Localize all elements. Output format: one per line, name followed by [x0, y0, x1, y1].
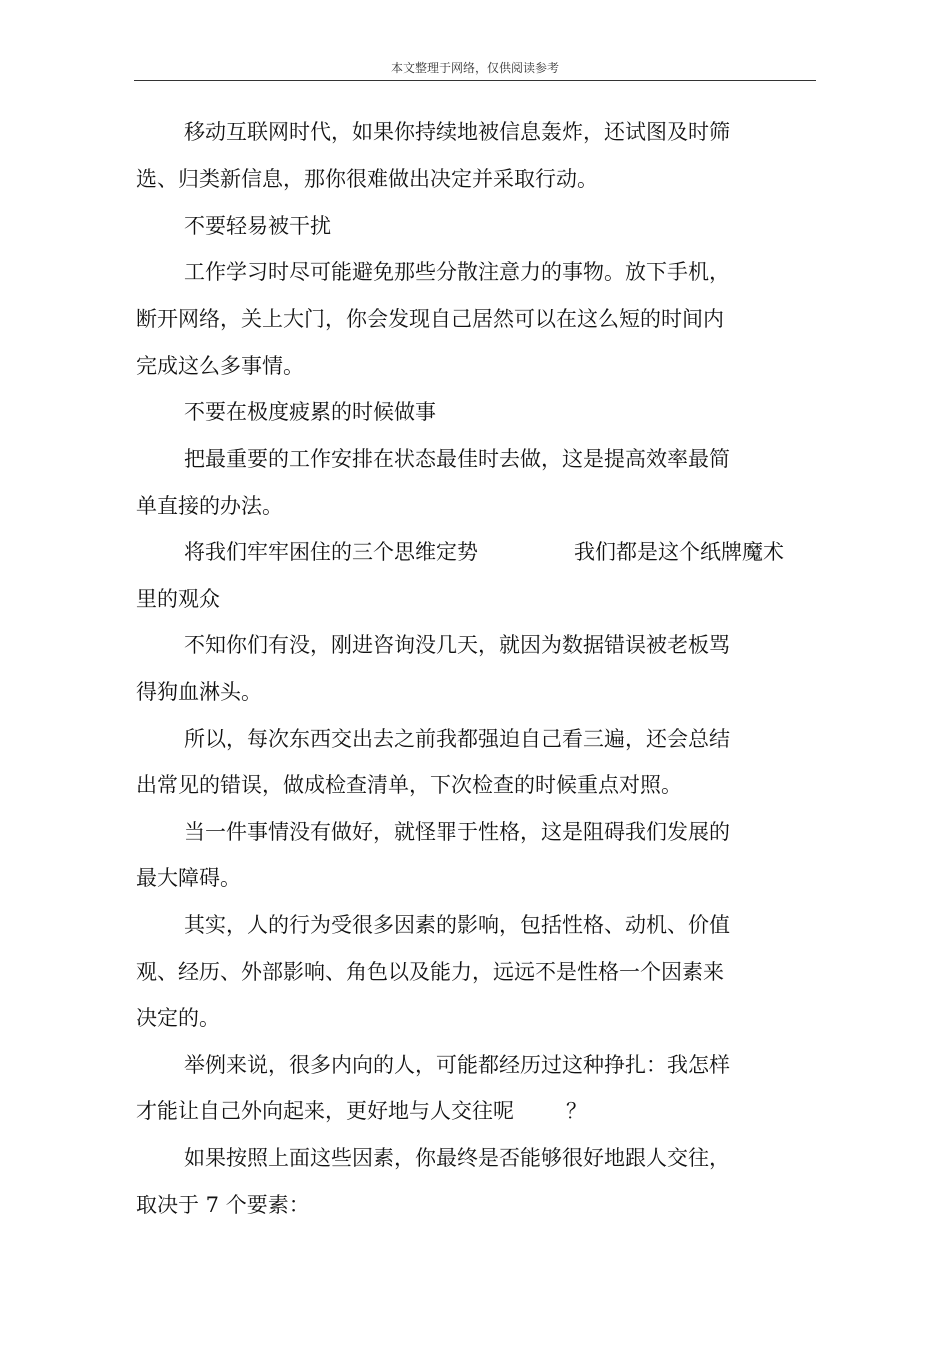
header-rule — [134, 80, 816, 81]
paragraph-line: 所以，每次东西交出去之前我都强迫自己看三遍，还会总结 — [184, 727, 730, 751]
paragraph-line: 移动互联网时代，如果你持续地被信息轰炸，还试图及时筛 — [184, 120, 730, 144]
section-heading: 不要轻易被干扰 — [184, 214, 331, 238]
page-header: 本文整理于网络，仅供阅读参考 — [390, 61, 559, 75]
paragraph-line: 取决于 7 个要素： — [136, 1193, 310, 1217]
section-heading-continued: 我们都是这个纸牌魔术 — [574, 540, 784, 564]
paragraph-line: 把最重要的工作安排在状态最佳时去做，这是提高效率最简 — [184, 447, 730, 471]
paragraph-line: 当一件事情没有做好，就怪罪于性格，这是阻碍我们发展的 — [184, 820, 730, 844]
paragraph-line: 断开网络，关上大门，你会发现自己居然可以在这么短的时间内 — [136, 307, 724, 331]
paragraph-line: 举例来说，很多内向的人，可能都经历过这种挣扎：我怎样 — [184, 1053, 730, 1077]
paragraph-line: 如果按照上面这些因素，你最终是否能够很好地跟人交往， — [184, 1146, 730, 1170]
question-mark: ？ — [566, 1099, 587, 1123]
paragraph-line: 观、经历、外部影响、角色以及能力，远远不是性格一个因素来 — [136, 960, 724, 984]
section-heading: 将我们牢牢困住的三个思维定势 — [184, 540, 478, 564]
paragraph-line: 里的观众 — [136, 587, 220, 611]
paragraph-line: 决定的。 — [136, 1006, 220, 1030]
paragraph-line: 不知你们有没，刚进咨询没几天，就因为数据错误被老板骂 — [184, 633, 730, 657]
paragraph-line: 出常见的错误，做成检查清单，下次检查的时候重点对照。 — [136, 773, 682, 797]
paragraph-line: 完成这么多事情。 — [136, 354, 304, 378]
paragraph-line: 才能让自己外向起来，更好地与人交往呢 — [136, 1099, 514, 1123]
paragraph-line: 得狗血淋头。 — [136, 680, 262, 704]
paragraph-line: 工作学习时尽可能避免那些分散注意力的事物。放下手机， — [184, 260, 730, 284]
section-heading: 不要在极度疲累的时候做事 — [184, 400, 436, 424]
paragraph-line: 其实，人的行为受很多因素的影响，包括性格、动机、价值 — [184, 913, 730, 937]
paragraph-line: 选、归类新信息，那你很难做出决定并采取行动。 — [136, 167, 598, 191]
paragraph-line: 单直接的办法。 — [136, 494, 283, 518]
paragraph-line: 最大障碍。 — [136, 866, 241, 890]
